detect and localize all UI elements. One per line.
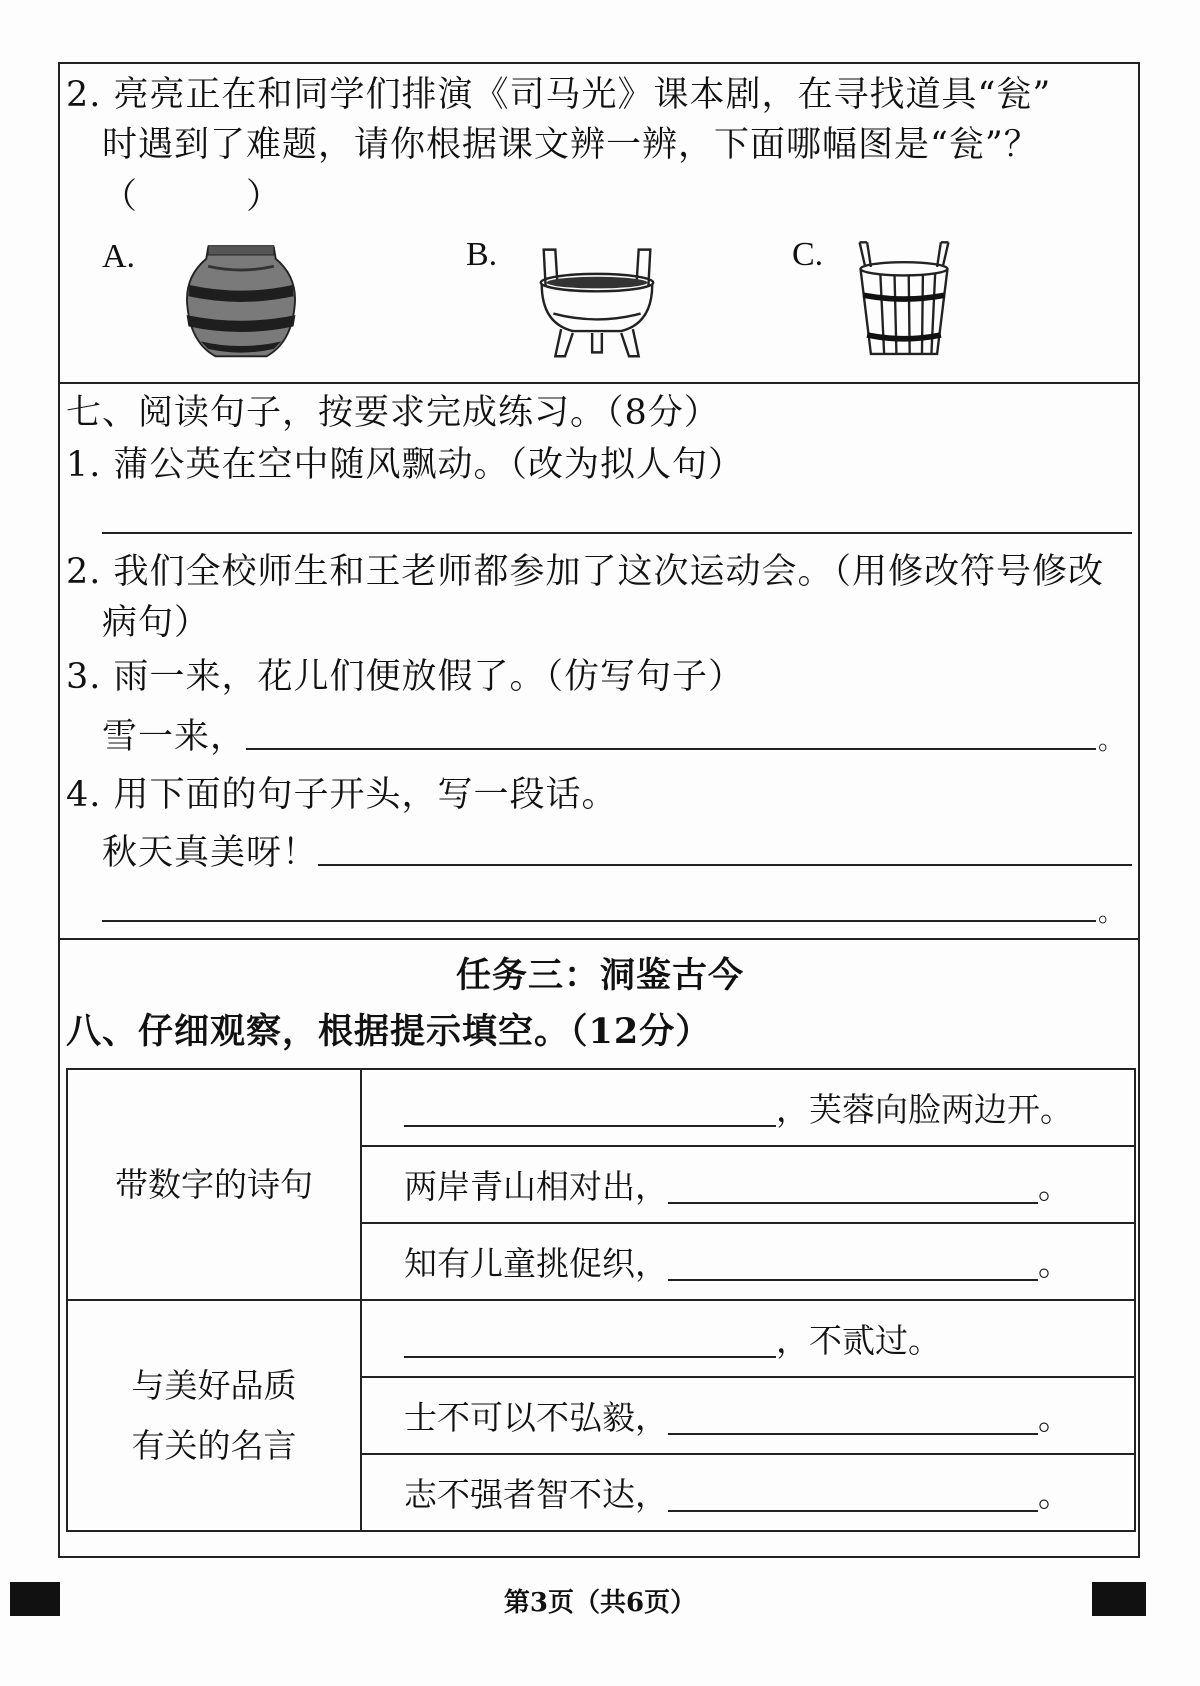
table-row — [361, 1377, 1135, 1454]
table-row — [361, 1146, 1135, 1223]
section7-q3: 3. 雨一来，花儿们便放假了。（仿写句子） — [66, 657, 745, 697]
line-period: 。 — [1038, 1167, 1071, 1206]
option-c-label: C. — [792, 236, 824, 273]
section7-q2-line1: 2. 我们全校师生和王老师都参加了这次运动会。（用修改符号修改 — [66, 552, 1105, 592]
q2-answer-paren[interactable]: （ ） — [102, 177, 283, 217]
fill-blank[interactable] — [668, 1433, 1038, 1435]
table-row — [361, 1300, 1135, 1377]
fill-blank[interactable] — [404, 1125, 776, 1127]
option-b-label: B. — [466, 236, 498, 273]
section-divider — [58, 938, 1140, 940]
section7-q3-period: 。 — [1098, 726, 1125, 756]
section7-title: 七、阅读句子，按要求完成练习。（8分） — [66, 393, 720, 433]
category-label-line2: 有关的名言 — [131, 1425, 297, 1465]
section7-q4-answer-line-1[interactable] — [318, 864, 1132, 866]
q2-line2: 时遇到了难题，请你根据课文辨一辨，下面哪幅图是“瓮”？ — [102, 125, 1040, 165]
line-text: ，芙蓉向脸两边开。 — [776, 1090, 1073, 1129]
section-divider — [58, 382, 1140, 384]
fill-blank[interactable] — [404, 1356, 776, 1358]
section7-q3-answer-line[interactable] — [246, 748, 1096, 750]
line-text: 志不强者智不达， — [404, 1475, 668, 1514]
section7-q4-answer-line-2[interactable] — [102, 920, 1096, 922]
q2-line1: 2. 亮亮正在和同学们排演《司马光》课本剧，在寻找道具“瓮” — [66, 75, 1052, 115]
task3-title: 任务三：洞鉴古今 — [455, 955, 744, 996]
wooden-bucket-icon[interactable] — [852, 238, 956, 362]
section7-q3-prompt: 雪一来， — [102, 717, 247, 757]
table-row — [361, 1223, 1135, 1300]
poem-fill-table — [66, 1068, 1136, 1532]
line-period: 。 — [1038, 1475, 1071, 1514]
line-period: 。 — [1038, 1244, 1071, 1283]
table-row — [361, 1069, 1135, 1146]
page-number: 第3页（共6页） — [503, 1588, 697, 1618]
section7-q1-answer-line[interactable] — [102, 532, 1132, 534]
section7-q1: 1. 蒲公英在空中随风飘动。（改为拟人句） — [66, 445, 745, 485]
line-period: 。 — [1038, 1398, 1071, 1437]
section7-q4-period: 。 — [1098, 898, 1125, 928]
striped-jar-icon[interactable] — [180, 240, 302, 362]
category-label: 带数字的诗句 — [115, 1164, 313, 1204]
line-text: 两岸青山相对出， — [404, 1167, 668, 1206]
option-a-label: A. — [102, 238, 136, 275]
category-label-line1: 与美好品质 — [131, 1366, 297, 1406]
category-virtue-sayings — [67, 1300, 361, 1531]
fill-blank[interactable] — [668, 1510, 1038, 1512]
fill-blank[interactable] — [668, 1202, 1038, 1204]
line-text: ，不贰过。 — [776, 1321, 941, 1360]
fill-blank[interactable] — [668, 1279, 1038, 1281]
line-text: 士不可以不弘毅， — [404, 1398, 668, 1437]
section7-q2-line2: 病句） — [102, 603, 211, 643]
section7-q4: 4. 用下面的句子开头，写一段话。 — [66, 775, 618, 815]
category-number-poems — [67, 1069, 361, 1300]
section7-q4-prompt: 秋天真美呀！ — [102, 833, 319, 873]
line-text: 知有儿童挑促织， — [404, 1244, 668, 1283]
table-row — [361, 1454, 1135, 1531]
tripod-cauldron-icon[interactable] — [534, 238, 660, 364]
section8-title: 八、仔细观察，根据提示填空。（12分） — [66, 1011, 712, 1052]
